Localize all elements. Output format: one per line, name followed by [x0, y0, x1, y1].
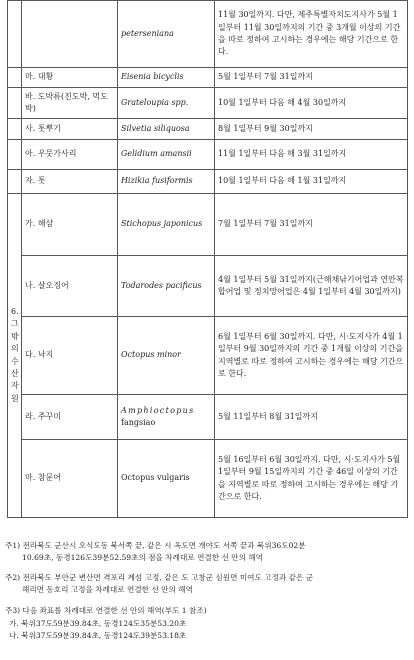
closed-season: 10월 1일부터 다음 해 1월 31일까지: [215, 170, 408, 194]
scientific-name: Octopus minor: [118, 317, 215, 395]
scientific-name: peterseniana: [118, 1, 215, 68]
footnote-2: 주2) 전라북도 부안군 변산면 격포리 계섬 고정, 같은 도 고창군 심원면 미여도 고정과 같은 군 해리면 동호리 고정을 차례대로 연결한 선 안의 해역: [5, 573, 314, 595]
closed-season: 11월 1일부터 다음 해 3월 31일까지: [215, 140, 408, 170]
scientific-name: Amphioctopus fangsiao: [118, 395, 215, 440]
closed-season: 5월 11일부터 8월 31일까지: [215, 395, 408, 440]
coordinate-item: 가. 북위37도59분39.84초, 동경124도35분53.20초: [9, 618, 187, 628]
table-row: [8, 440, 408, 518]
table-row: [8, 119, 408, 140]
closed-season: 11월 30일까지. 다만, 제주특별자치도지사가 5월 1일부터 11월 30일까지의 기간 중 3개월 이상의 기간을 따로 정하여 고시하는 경우에는 해당 기간으로 한다.: [215, 1, 408, 68]
table-row: [8, 256, 408, 317]
table-row: [8, 317, 408, 395]
scientific-name: Todarodes pacificus: [118, 256, 215, 317]
scientific-name: Gelidium amansii: [118, 140, 215, 170]
scientific-name: Eisenia bicyclis: [118, 68, 215, 88]
group-label: 6. 그 밖 의 수 산 자 원: [8, 194, 22, 518]
closed-season: 8월 1일부터 9월 30일까지: [215, 119, 408, 140]
species-name: 바. 도박류(진도박, 먹도박): [22, 88, 118, 119]
footnote-3: 주3) 다음 좌표를 차례대로 연결한 선 안의 해역(부도 1 참조): [5, 605, 207, 615]
scientific-name: Grateloupia spp.: [118, 88, 215, 119]
closed-season: 5월 1일부터 7월 31일까지: [215, 68, 408, 88]
closed-season: 10월 1일부터 다음 해 4월 30일까지: [215, 88, 408, 119]
species-name: 가. 해삼: [22, 194, 118, 256]
scientific-name: Stichopus japonicus: [118, 194, 215, 256]
closed-season: 6월 1일부터 6월 30일까지. 다만, 시·도지사가 4월 1일부터 9월 30일까지의 기간 중 1개월 이상의 기간을 지역별로 따로 정하여 고시하는 경우에는 해당 기간으로 한다.: [215, 317, 408, 395]
table-row: [8, 395, 408, 440]
species-name: 아. 우뭇가사리: [22, 140, 118, 170]
table-row: [8, 170, 408, 194]
scientific-name: Hizikia fusiformis: [118, 170, 215, 194]
closed-season: 5월 16일부터 6월 30일까지. 다만, 시·도지사가 5월 1일부터 9월 15일까지의 기간 중 46일 이상의 기간을 지역별로 따로 정하여 고시하는 경우에는 해당 기간으로 한다.: [215, 440, 408, 518]
regulation-table: [7, 0, 408, 518]
scientific-name: Silvetia siliquosa: [118, 119, 215, 140]
species-name: 마. 대황: [22, 68, 118, 88]
species-name: 라. 주꾸미: [22, 395, 118, 440]
species-name: 자. 톳: [22, 170, 118, 194]
closed-season: 4월 1일부터 5월 31일까지(근해채낚기어업과 연안복합어업 및 정치망어업은 4월 1일부터 4월 30일까지): [215, 256, 408, 317]
species-name: 마. 참문어: [22, 440, 118, 518]
table-row: [8, 140, 408, 170]
species-name: [22, 1, 118, 68]
table-row: [8, 88, 408, 119]
species-name: 사. 톳뿌기: [22, 119, 118, 140]
species-name: 나. 살오징어: [22, 256, 118, 317]
coordinate-item: 나. 북위37도59분39.84초, 동경124도39분53.18초: [9, 630, 187, 640]
table-row: [8, 194, 408, 256]
species-name: 다. 낙지: [22, 317, 118, 395]
footnote-1: 주1) 전라북도 군산시 오식도동 북서쪽 끝, 같은 시 옥도면 개야도 서쪽 끝과 북위36도02분 10.69초, 동경126도39분52.59초의 점을 차례대로 연결한 선 안의 해역: [5, 541, 306, 563]
table-row: [8, 1, 408, 68]
closed-season: 7월 1일부터 7월 31일까지: [215, 194, 408, 256]
table-row: [8, 68, 408, 88]
footnotes: [5, 540, 409, 642]
scientific-name: Octopus vulgaris: [118, 440, 215, 518]
